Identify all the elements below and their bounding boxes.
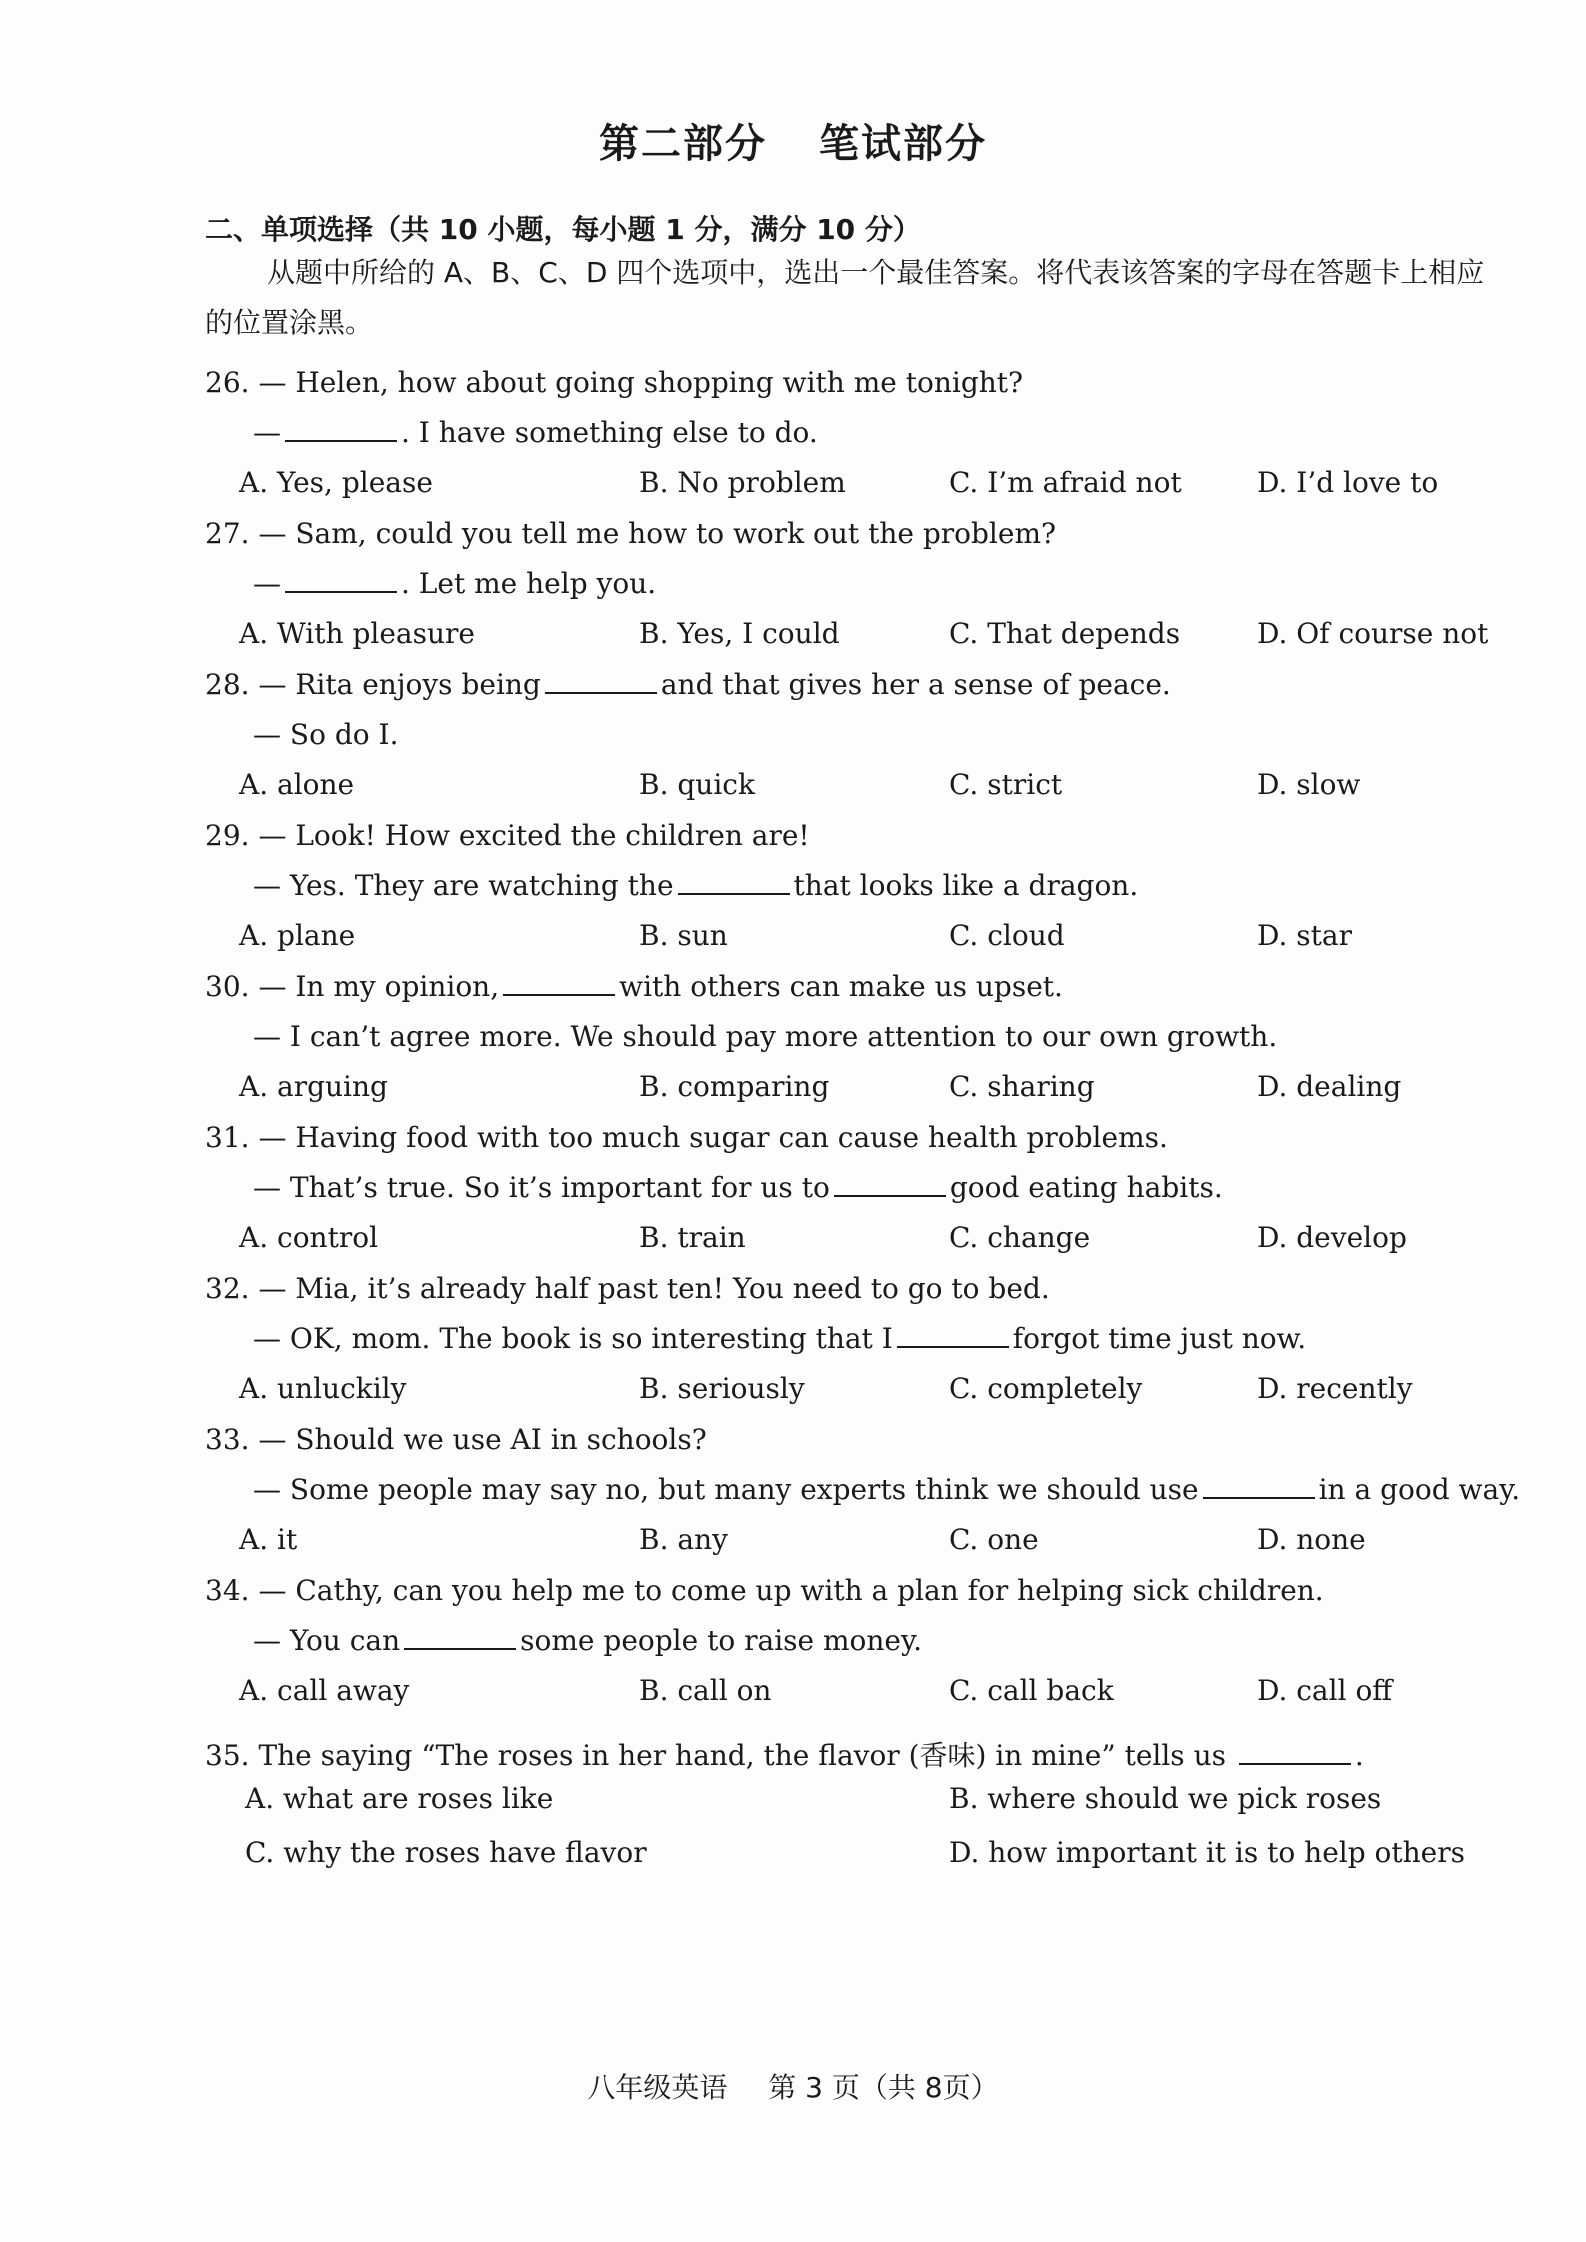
question-stem — [205, 668, 1171, 701]
option-d: D. recently — [1257, 1372, 1413, 1405]
option-a: A. it — [239, 1523, 298, 1556]
question-number: 34. — [205, 1574, 250, 1607]
option-b: B. seriously — [639, 1372, 805, 1405]
stem-text: — Mia, it’s already half past ten! You need to go to bed. — [258, 1272, 1050, 1305]
stem-text: — In my opinion, — [258, 970, 500, 1003]
option-b: B. quick — [639, 768, 755, 801]
option-b: B. train — [639, 1221, 746, 1254]
response-text-end: that looks like a dragon. — [793, 869, 1139, 902]
stem-text: — Sam, could you tell me how to work out the problem? — [258, 517, 1056, 550]
question-response — [253, 1624, 922, 1657]
option-a: A. plane — [239, 919, 356, 952]
part-name: 笔试部分 — [818, 121, 987, 167]
question-number: 33. — [205, 1423, 250, 1456]
answer-blank — [834, 1173, 946, 1197]
answer-blank — [503, 972, 615, 996]
response-text-end: . I have something else to do. — [401, 416, 818, 449]
question-response — [253, 1473, 1520, 1506]
option-a: A. what are roses like — [245, 1782, 554, 1815]
response-text: — I can’t agree more. We should pay more attention to our own growth. — [253, 1020, 1278, 1053]
option-c: C. completely — [949, 1372, 1143, 1405]
question-stem — [205, 1272, 1050, 1305]
option-a: A. unluckily — [239, 1372, 407, 1405]
option-c: C. strict — [949, 768, 1063, 801]
option-a: A. control — [239, 1221, 379, 1254]
question-stem — [205, 517, 1056, 550]
option-d: D. develop — [1257, 1221, 1407, 1254]
stem-text: — Rita enjoys being — [258, 668, 541, 701]
page-footer — [0, 2066, 1586, 2106]
question-stem — [205, 366, 1023, 399]
stem-text: — Helen, how about going shopping with me tonight? — [258, 366, 1024, 399]
question-stem — [205, 1121, 1168, 1154]
stem-text: — Look! How excited the children are! — [258, 819, 810, 852]
option-b: B. No problem — [639, 466, 846, 499]
option-d: D. star — [1257, 919, 1352, 952]
question-response — [253, 1171, 1223, 1204]
option-c: C. That depends — [949, 617, 1181, 650]
question-stem — [205, 819, 810, 852]
option-d: D. slow — [1257, 768, 1361, 801]
option-d: D. none — [1257, 1523, 1366, 1556]
option-b: B. sun — [639, 919, 728, 952]
question-response — [253, 567, 656, 600]
option-b: B. where should we pick roses — [949, 1782, 1382, 1815]
section-heading: 二、单项选择（共 10 小题，每小题 1 分，满分 10 分） — [205, 213, 921, 246]
question-number: 35. — [205, 1739, 250, 1772]
response-text: — — [253, 567, 281, 600]
question-number: 32. — [205, 1272, 250, 1305]
stem-text: — Should we use AI in schools? — [258, 1423, 707, 1456]
response-text: — That’s true. So it’s important for us to — [253, 1171, 830, 1204]
option-b: B. comparing — [639, 1070, 830, 1103]
option-c: C. call back — [949, 1674, 1114, 1707]
option-a: A. call away — [239, 1674, 410, 1707]
response-text: — — [253, 416, 281, 449]
response-text: — Some people may say no, but many experts think we should use — [253, 1473, 1199, 1506]
question-stem — [205, 1734, 1364, 1774]
response-text-end: in a good way. — [1318, 1473, 1521, 1506]
option-c: C. cloud — [949, 919, 1065, 952]
response-text: — You can — [253, 1624, 401, 1657]
question-number: 28. — [205, 668, 250, 701]
option-d: D. how important it is to help others — [949, 1836, 1466, 1869]
stem-text-end: . — [1354, 1739, 1364, 1772]
answer-blank — [404, 1626, 516, 1650]
answer-blank — [678, 871, 790, 895]
answer-blank — [1203, 1475, 1315, 1499]
question-number: 27. — [205, 517, 250, 550]
response-text: — Yes. They are watching the — [253, 869, 674, 902]
answer-blank — [1239, 1741, 1351, 1765]
option-a: A. alone — [239, 768, 355, 801]
response-text-end: some people to raise money. — [520, 1624, 922, 1657]
response-text-end: . Let me help you. — [401, 567, 657, 600]
response-text: — OK, mom. The book is so interesting that I — [253, 1322, 893, 1355]
stem-text-end: with others can make us upset. — [619, 970, 1063, 1003]
question-stem — [205, 970, 1063, 1003]
question-stem — [205, 1423, 707, 1456]
option-c: C. sharing — [949, 1070, 1095, 1103]
stem-text: The saying “The roses in her hand, the flavor (香味) in mine” tells us — [258, 1739, 1226, 1772]
stem-text-end: and that gives her a sense of peace. — [660, 668, 1171, 701]
option-a: A. arguing — [239, 1070, 388, 1103]
option-b: B. Yes, I could — [639, 617, 840, 650]
question-number: 26. — [205, 366, 250, 399]
question-stem — [205, 1574, 1324, 1607]
footer-subject: 八年级英语 — [587, 2071, 728, 2104]
response-text: — So do I. — [253, 718, 399, 751]
option-c: C. one — [949, 1523, 1039, 1556]
option-d: D. I’d love to — [1257, 466, 1439, 499]
option-d: D. Of course not — [1257, 617, 1489, 650]
option-d: D. dealing — [1257, 1070, 1402, 1103]
option-c: C. change — [949, 1221, 1091, 1254]
answer-blank — [285, 569, 397, 593]
response-text-end: good eating habits. — [949, 1171, 1223, 1204]
option-a: A. Yes, please — [239, 466, 433, 499]
page-title — [0, 112, 1586, 169]
section-instructions: 从题中所给的 A、B、C、D 四个选项中，选出一个最佳答案。将代表该答案的字母在答题卡上相应的位置涂黑。 — [205, 256, 1485, 339]
question-response — [253, 1020, 1277, 1053]
answer-blank — [285, 418, 397, 442]
question-number: 29. — [205, 819, 250, 852]
stem-text: — Having food with too much sugar can cause health problems. — [258, 1121, 1168, 1154]
question-number: 30. — [205, 970, 250, 1003]
answer-blank — [897, 1324, 1009, 1348]
option-a: A. With pleasure — [239, 617, 475, 650]
footer-page-number: 第 3 页（共 8页） — [768, 2071, 999, 2104]
question-response — [253, 416, 818, 449]
option-d: D. call off — [1257, 1674, 1393, 1707]
option-b: B. any — [639, 1523, 728, 1556]
part-label: 第二部分 — [599, 121, 768, 167]
option-c: C. I’m afraid not — [949, 466, 1182, 499]
response-text-end: forgot time just now. — [1012, 1322, 1307, 1355]
question-response — [253, 1322, 1306, 1355]
question-number: 31. — [205, 1121, 250, 1154]
option-b: B. call on — [639, 1674, 772, 1707]
option-c: C. why the roses have flavor — [245, 1836, 647, 1869]
question-response — [253, 718, 398, 751]
stem-text: — Cathy, can you help me to come up with a plan for helping sick children. — [258, 1574, 1324, 1607]
question-response — [253, 869, 1138, 902]
answer-blank — [545, 670, 657, 694]
